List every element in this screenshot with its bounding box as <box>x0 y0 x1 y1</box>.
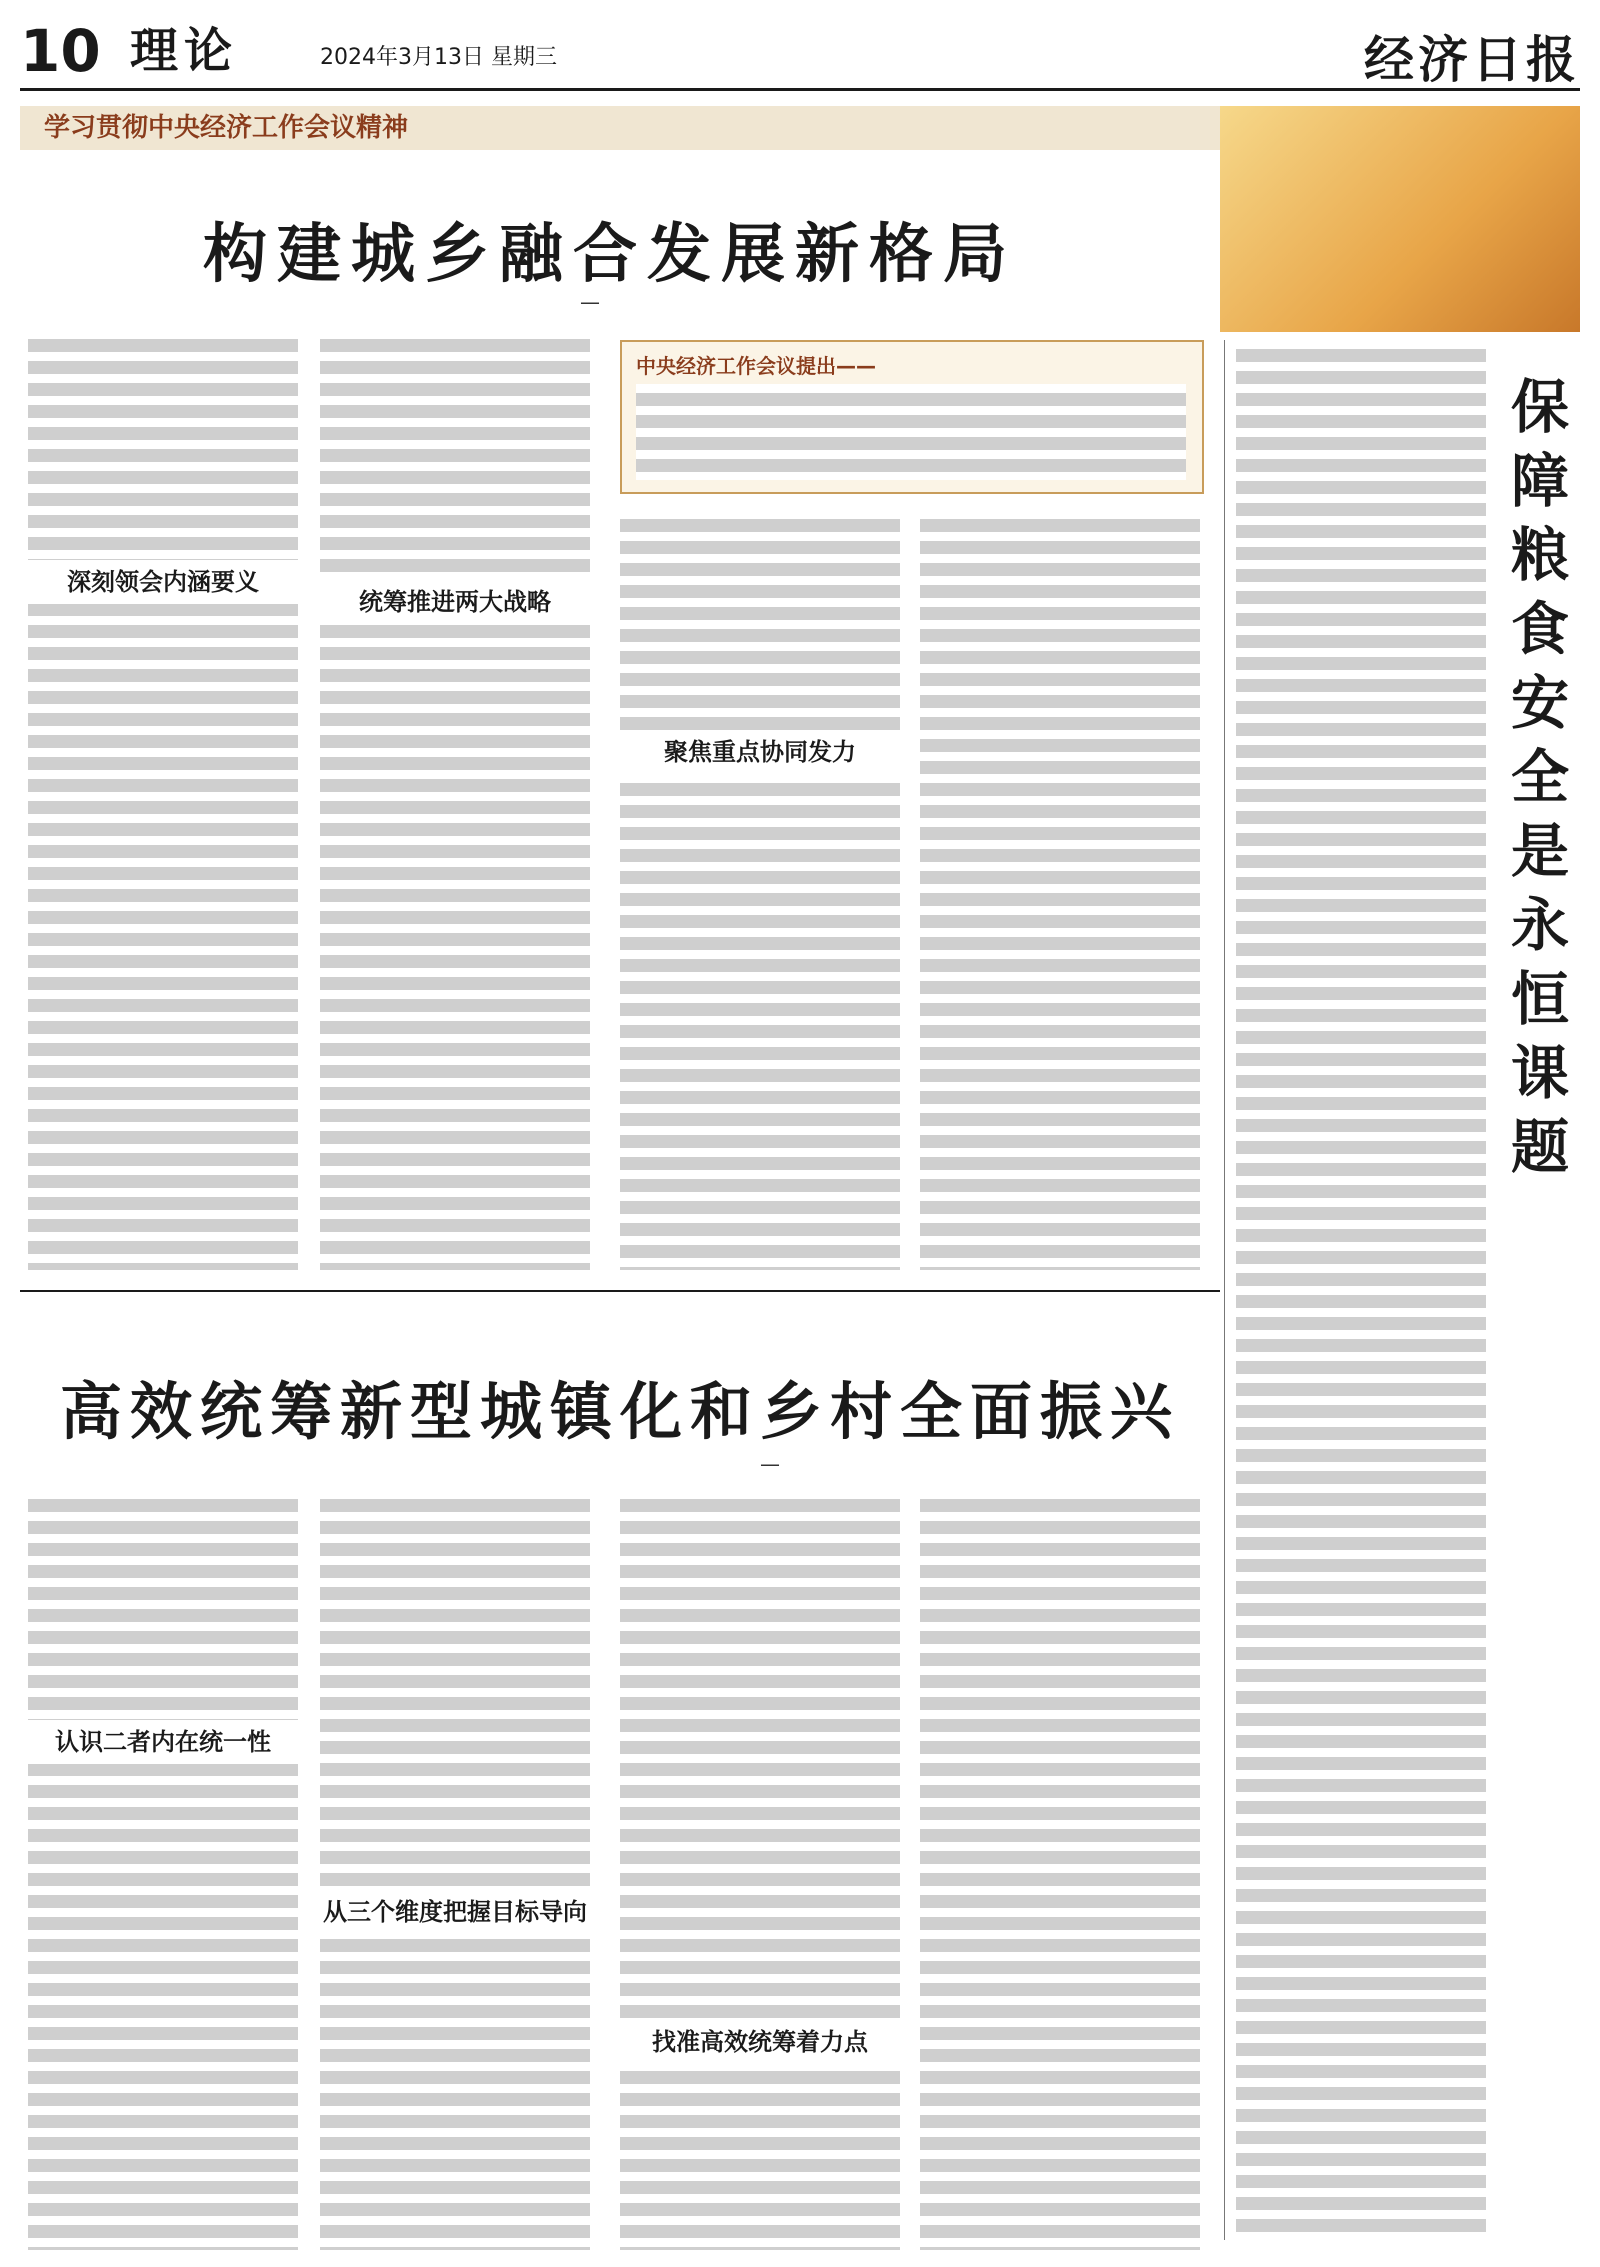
sidebar-column <box>1236 340 1486 2240</box>
section-name: 理论 <box>130 23 239 79</box>
article1-column-3 <box>620 510 900 1270</box>
article1-column-1 <box>28 330 298 1270</box>
page-number: 10 <box>20 17 101 85</box>
issue-date: 2024年3月13日 星期三 <box>320 45 557 70</box>
article2-subhead-1: 认识二者内在统一性 <box>28 1720 298 1764</box>
callout-label: 中央经济工作会议提出—— <box>636 354 876 378</box>
article1-subhead-3: 聚焦重点协同发力 <box>620 730 900 774</box>
article1-title: 构建城乡融合发展新格局 <box>203 217 1017 292</box>
article1-subhead-1: 深刻领会内涵要义 <box>28 560 298 604</box>
article2-column-2 <box>320 1490 590 2250</box>
article2-column-1 <box>28 1490 298 2250</box>
article2-column-4 <box>920 1490 1200 2250</box>
sidebar-divider <box>1224 340 1225 2240</box>
article1-column-4 <box>920 510 1200 1270</box>
article1-column-2 <box>320 330 590 1270</box>
article2-title: 高效统筹新型城镇化和乡村全面振兴 <box>59 1374 1180 1448</box>
article2-byline-placeholder: — <box>760 1452 780 1476</box>
callout-text-placeholder <box>636 384 1186 480</box>
series-title: 学习贯彻中央经济工作会议精神 <box>44 113 409 143</box>
article1-callout <box>620 340 1204 494</box>
article2-subhead-3: 找准高效统筹着力点 <box>620 2020 900 2064</box>
harvest-illustration <box>1220 106 1580 332</box>
article2-subhead-2: 从三个维度把握目标导向 <box>320 1890 590 1934</box>
series-banner <box>20 106 1220 150</box>
section-divider <box>20 1290 1220 1292</box>
article2-column-3 <box>620 1490 900 2250</box>
article1-byline-placeholder: — <box>580 290 600 314</box>
masthead <box>20 14 1580 91</box>
article1-subhead-2: 统筹推进两大战略 <box>320 580 590 624</box>
newspaper-logo: 经济日报 <box>1364 30 1580 89</box>
sidebar-title: 保障粮食安全是永恒课题 <box>1510 373 1569 1181</box>
